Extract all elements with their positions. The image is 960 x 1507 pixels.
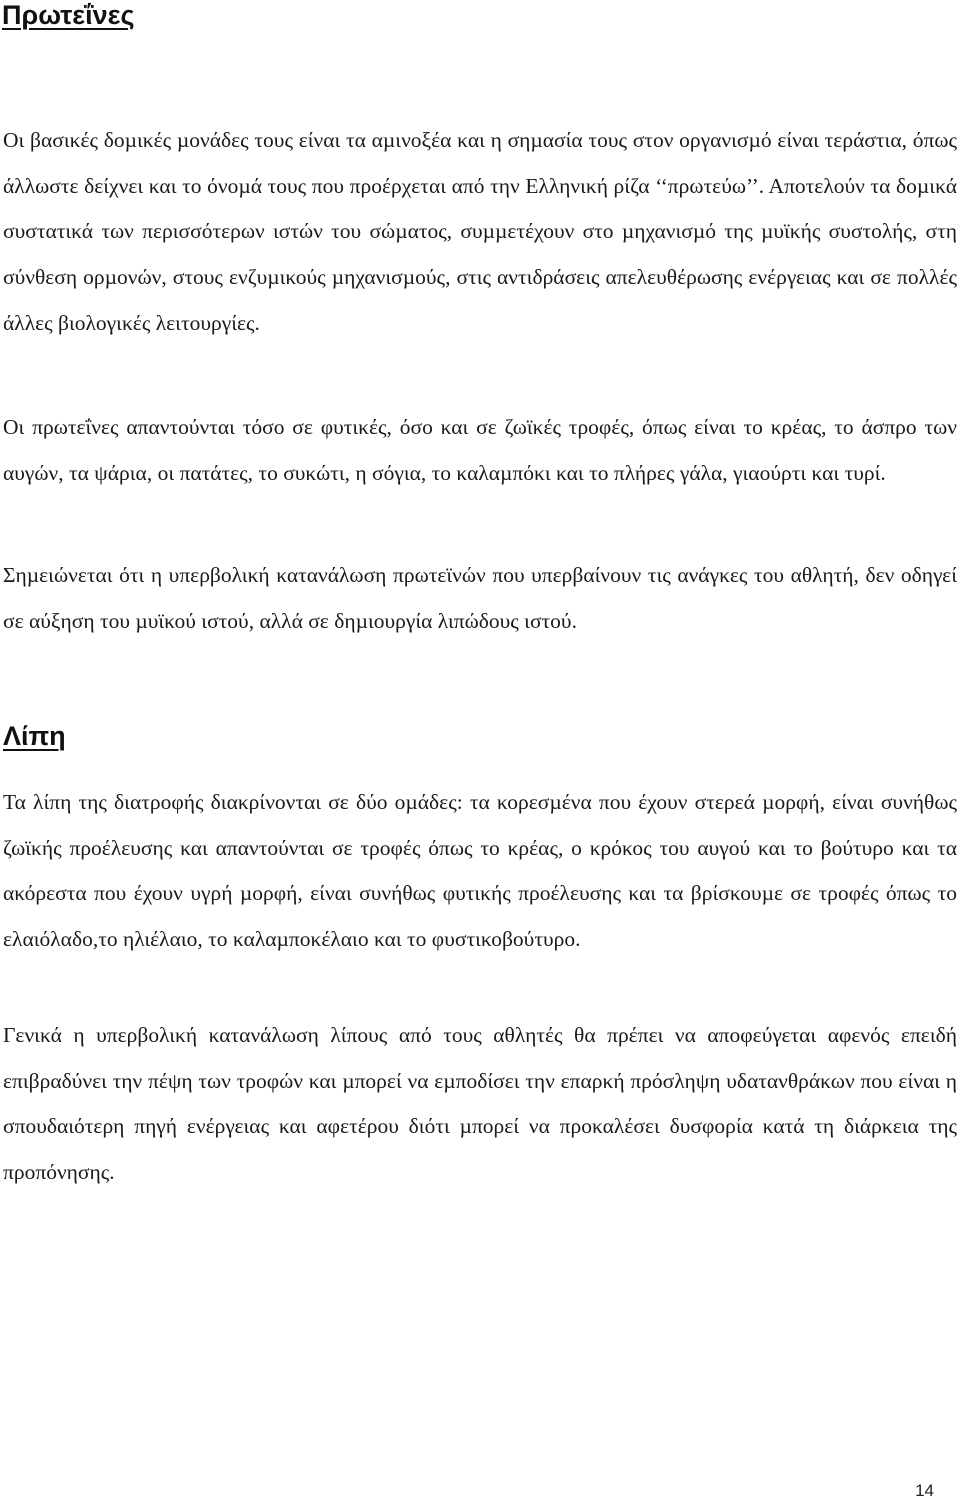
- paragraph-fats-types: Τα λίπη της διατροφής διακρίνονται σε δύο οµάδες: τα κορεσµένα που έχουν στερεά µορφή, είναι συνήθως ζωϊκής προέλευσης και απαντούνται σε τροφές όπως το κρέας, ο κρόκος του αυγού και το βούτυρο και τα ακόρεστα που έχουν υγρή µορφή, είναι συνήθως φυτικής προέλευσης και τα βρίσκουµε σε τροφές όπως το ελαιόλαδο,το ηλιέλαιο, το καλαµποκέλαιο και το φυστικοβούτυρο.: [3, 790, 957, 952]
- paragraph-proteins-sources: Οι πρωτεΐνες απαντούνται τόσο σε φυτικές, όσο και σε ζωϊκές τροφές, όπως είναι το κρέας, το άσπρο των αυγών, τα ψάρια, οι πατάτες, το συκώτι, η σόγια, το καλαµπόκι και το πλήρες γάλα, γιαούρτι και τυρί.: [3, 415, 957, 485]
- paragraph-fats-advice: Γενικά η υπερβολική κατανάλωση λίπους από τους αθλητές θα πρέπει να αποφεύγεται αφενός επειδή επιβραδύνει την πέψη των τροφών και µπορεί να εµποδίσει την επαρκή πρόσληψη υδατανθράκων που είναι η σπουδαιότερη πηγή ενέργειας και αφετέρου διότι µπορεί να προκαλέσει δυσφορία κατά τη διάρκεια της προπόνησης.: [3, 1023, 957, 1185]
- page-number: 14: [915, 1481, 934, 1500]
- paragraph-proteins-note: Σηµειώνεται ότι η υπερβολική κατανάλωση πρωτεϊνών που υπερβαίνουν τις ανάγκες του αθλητή, δεν οδηγεί σε αύξηση του µυϊκού ιστού, αλλά σε δηµιουργία λιπώδους ιστού.: [3, 563, 957, 633]
- paragraph-proteins-intro: Οι βασικές δοµικές µονάδες τους είναι τα αµινοξέα και η σηµασία τους στον οργανισµό είναι τεράστια, όπως άλλωστε δείχνει και το όνοµά τους που προέρχεται από την Ελληνική ρίζα ‘‘πρωτεύω’’. Αποτελούν τα δοµικά συστατικά των περισσότερων ιστών του σώµατος, συµµετέχουν στο µηχανισµό της µυϊκής συστολής, στη σύνθεση ορµονών, στους ενζυµικούς µηχανισµούς, στις αντιδράσεις απελευθέρωσης ενέργειας και σε πολλές άλλες βιολογικές λειτουργίες.: [3, 128, 957, 335]
- section-heading-fats: Λίπη: [3, 721, 66, 751]
- section-heading-proteins: Πρωτεΐνες: [2, 0, 135, 30]
